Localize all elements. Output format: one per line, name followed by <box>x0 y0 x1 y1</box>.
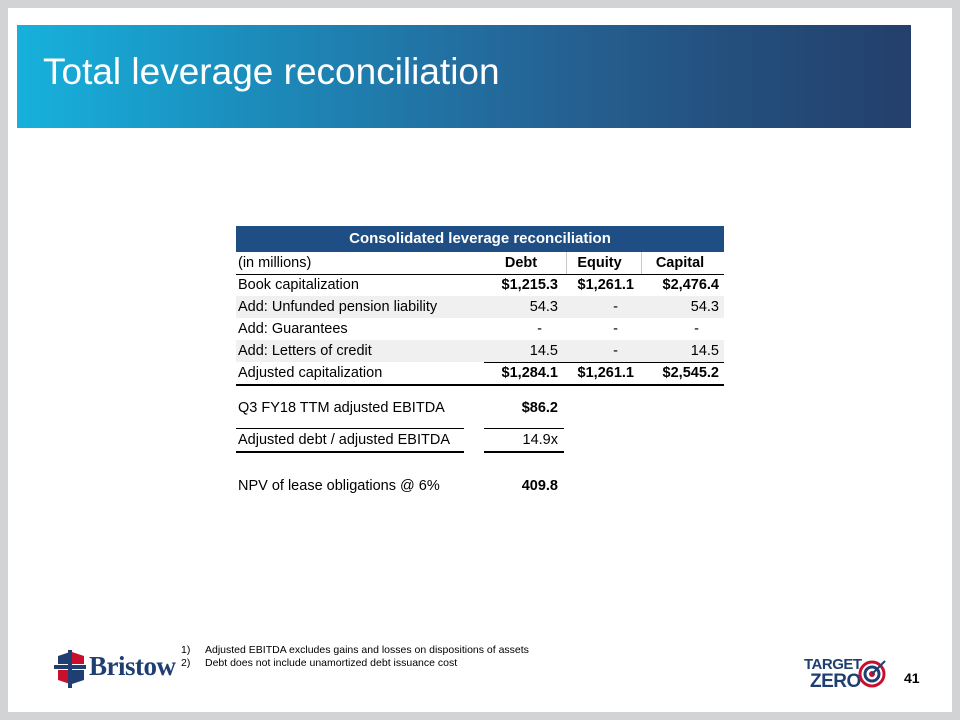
footnote <box>181 657 529 670</box>
row-label: Book capitalization <box>238 277 359 293</box>
ebitda-value: $86.2 <box>521 400 558 416</box>
row-label: Add: Letters of credit <box>238 343 372 359</box>
title-bar <box>17 25 911 128</box>
row-debt: $1,284.1 <box>501 365 558 381</box>
row-capital: - <box>694 321 699 337</box>
ratio-value: 14.9x <box>522 432 558 448</box>
column-divider <box>566 252 567 274</box>
row-equity: $1,261.1 <box>577 365 634 381</box>
table-header: Consolidated leverage reconciliation <box>236 226 724 252</box>
bristow-emblem-icon <box>54 650 86 688</box>
column-header-equity: Equity <box>577 255 622 271</box>
units-label: (in millions) <box>238 255 312 271</box>
row-debt: - <box>537 321 542 337</box>
row-capital: $2,545.2 <box>662 365 719 381</box>
row-debt: 54.3 <box>529 299 558 315</box>
target-icon <box>858 660 886 688</box>
column-header-debt: Debt <box>504 255 538 271</box>
footnote-number: 1) <box>181 644 191 656</box>
row-capital: 54.3 <box>690 299 719 315</box>
ratio-label: Adjusted debt / adjusted EBITDA <box>238 432 450 448</box>
ratio-divider <box>484 451 564 453</box>
ratio-divider <box>236 451 464 453</box>
target-wordmark: TARGET <box>804 656 862 673</box>
total-divider <box>236 384 724 386</box>
footnote <box>181 644 529 657</box>
row-capital: $2,476.4 <box>662 277 719 293</box>
column-header-capital: Capital <box>655 255 705 271</box>
row-equity: - <box>613 343 618 359</box>
row-debt: 14.5 <box>529 343 558 359</box>
footnote-number: 2) <box>181 657 191 669</box>
zero-wordmark: ZERO <box>810 671 861 692</box>
row-label: Add: Guarantees <box>238 321 348 337</box>
page-title: Total leverage reconciliation <box>43 51 500 92</box>
npv-label: NPV of lease obligations @ 6% <box>238 478 440 494</box>
column-divider <box>641 252 642 274</box>
footnote-text: Adjusted EBITDA excludes gains and losses on dispositions of assets <box>205 644 529 656</box>
footnote-text: Debt does not include unamortized debt issuance cost <box>205 657 458 669</box>
target-zero-logo <box>804 656 894 692</box>
footnotes <box>181 644 529 670</box>
row-label: Add: Unfunded pension liability <box>238 299 438 315</box>
bristow-logo <box>54 650 184 690</box>
row-label: Adjusted capitalization <box>238 365 383 381</box>
row-equity: - <box>613 321 618 337</box>
bristow-wordmark: Bristow <box>89 651 176 681</box>
row-capital: 14.5 <box>690 343 719 359</box>
row-debt: $1,215.3 <box>501 277 558 293</box>
row-equity: - <box>613 299 618 315</box>
ebitda-label: Q3 FY18 TTM adjusted EBITDA <box>238 400 445 416</box>
page-number: 41 <box>904 670 920 686</box>
npv-value: 409.8 <box>521 478 558 494</box>
row-equity: $1,261.1 <box>577 277 634 293</box>
